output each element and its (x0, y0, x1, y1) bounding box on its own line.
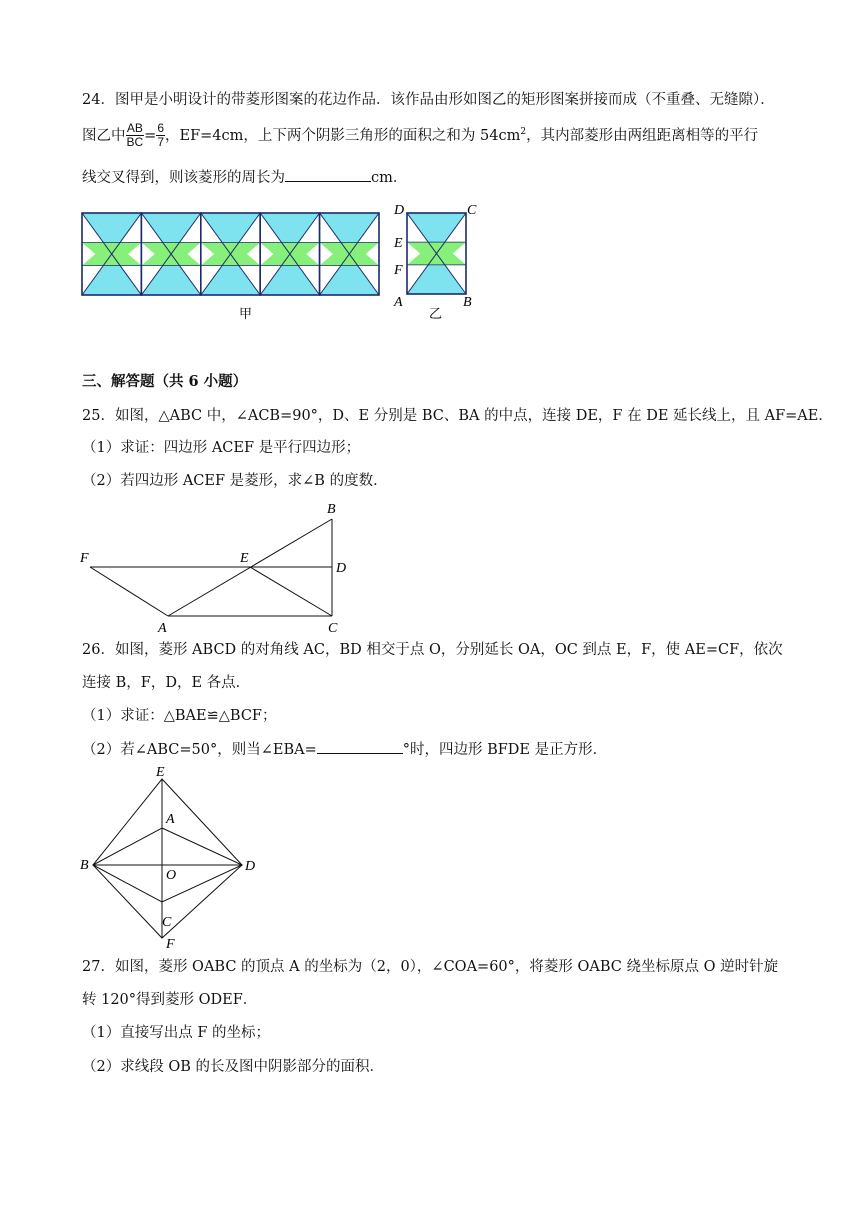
pattern-tile (141, 213, 200, 295)
q24-eq-sign: = (144, 127, 157, 144)
q24-line3 (82, 167, 407, 188)
label-E: E (394, 236, 403, 251)
label-D: D (245, 859, 256, 874)
q24-figure-yi (391, 200, 481, 325)
q25-line1: 25．如图，△ABC 中，∠ACB=90°，D、E 分别是 BC、BA 的中点，连接 DE，F 在 DE 延长线上，且 AF=AE． (82, 408, 833, 424)
section3-title: 三、解答题（共 6 小题） (82, 373, 248, 390)
q24-line2 (82, 122, 758, 149)
label-E: E (240, 551, 249, 566)
label-A: A (158, 621, 167, 636)
q24-line3-post: cm． (371, 170, 408, 186)
q24-figure-jia (81, 212, 381, 327)
label-A: A (394, 295, 403, 310)
q26-part2-pre: （2）若∠ABC=50°，则当∠EBA= (82, 742, 317, 758)
q27-line1: 27．如图，菱形 OABC 的顶点 A 的坐标为（2，0），∠COA=60°，将菱形 OABC 绕坐标原点 O 逆时针旋 (82, 959, 779, 975)
q26-part1: （1）求证：△BAE≌△BCF； (82, 708, 277, 724)
q24-ratio-ab-bc (126, 122, 145, 149)
frac-num-6: 6 (157, 121, 165, 136)
jia-tiles (82, 213, 379, 295)
label-D: D (336, 561, 347, 576)
label-B: B (463, 295, 472, 310)
pattern-tile (260, 213, 319, 295)
yi-tile (407, 213, 466, 294)
label-C: C (162, 915, 172, 930)
pattern-tile (320, 213, 379, 295)
q24-ratio-6-7 (156, 122, 165, 149)
q25-part2: （2）若四边形 ACEF 是菱形，求∠B 的度数． (82, 473, 388, 489)
frac-den-bc: BC (126, 135, 144, 150)
pattern-tile (201, 213, 260, 295)
label-B: B (327, 502, 336, 517)
q27-part1: （1）直接写出点 F 的坐标； (82, 1025, 271, 1041)
q24-line2-post-b: ，其内部菱形由两组距离相等的平行 (526, 127, 759, 144)
label-F: F (166, 937, 175, 952)
q24-line1: 24．图甲是小明设计的带菱形图案的花边作品．该作品由形如图乙的矩形图案拼接而成（不重叠、无缝隙）． (82, 92, 775, 108)
pattern-tile (407, 213, 466, 294)
frac-den-7: 7 (157, 135, 165, 150)
label-E: E (156, 765, 165, 780)
label-D: D (394, 203, 405, 218)
frac-num-ab: AB (126, 121, 143, 136)
q24-sup: 2 (520, 127, 527, 137)
q27-part2: （2）求线段 OB 的长及图中阴影部分的面积． (82, 1059, 384, 1075)
segment-EC (250, 567, 332, 616)
label-C: C (328, 621, 338, 636)
label-F: F (80, 551, 89, 566)
label-O: O (166, 868, 177, 883)
q26-line1: 26．如图，菱形 ABCD 的对角线 AC，BD 相交于点 O，分别延长 OA，OC 到点 E，F，使 AE=CF，依次 (82, 642, 783, 658)
label-B: B (80, 858, 89, 873)
fig-yi-caption: 乙 (429, 307, 443, 322)
label-F: F (394, 263, 403, 278)
q26-part2 (82, 739, 607, 760)
pattern-tile (82, 213, 141, 295)
label-C: C (467, 203, 477, 218)
q24-line3-pre: 线交叉得到，则该菱形的周长为 (82, 170, 285, 186)
segment-FA (90, 567, 168, 616)
q26-answer-blank[interactable] (317, 739, 403, 754)
q26-figure (80, 766, 270, 950)
q27-line2: 转 120°得到菱形 ODEF． (82, 992, 258, 1008)
fig-jia-caption: 甲 (239, 307, 253, 322)
q25-figure (80, 498, 360, 638)
q25-part1: （1）求证：四边形 ACEF 是平行四边形； (82, 440, 361, 456)
q24-answer-blank[interactable] (285, 167, 371, 182)
q26-part2-post: °时，四边形 BFDE 是正方形． (402, 742, 608, 758)
q24-line2-post-a: ，EF=4cm，上下两个阴影三角形的面积之和为 54cm (165, 127, 521, 144)
label-A: A (166, 812, 175, 827)
q24-line2-pre: 图乙中 (82, 127, 126, 144)
q26-line2: 连接 B，F，D，E 各点． (82, 675, 251, 691)
